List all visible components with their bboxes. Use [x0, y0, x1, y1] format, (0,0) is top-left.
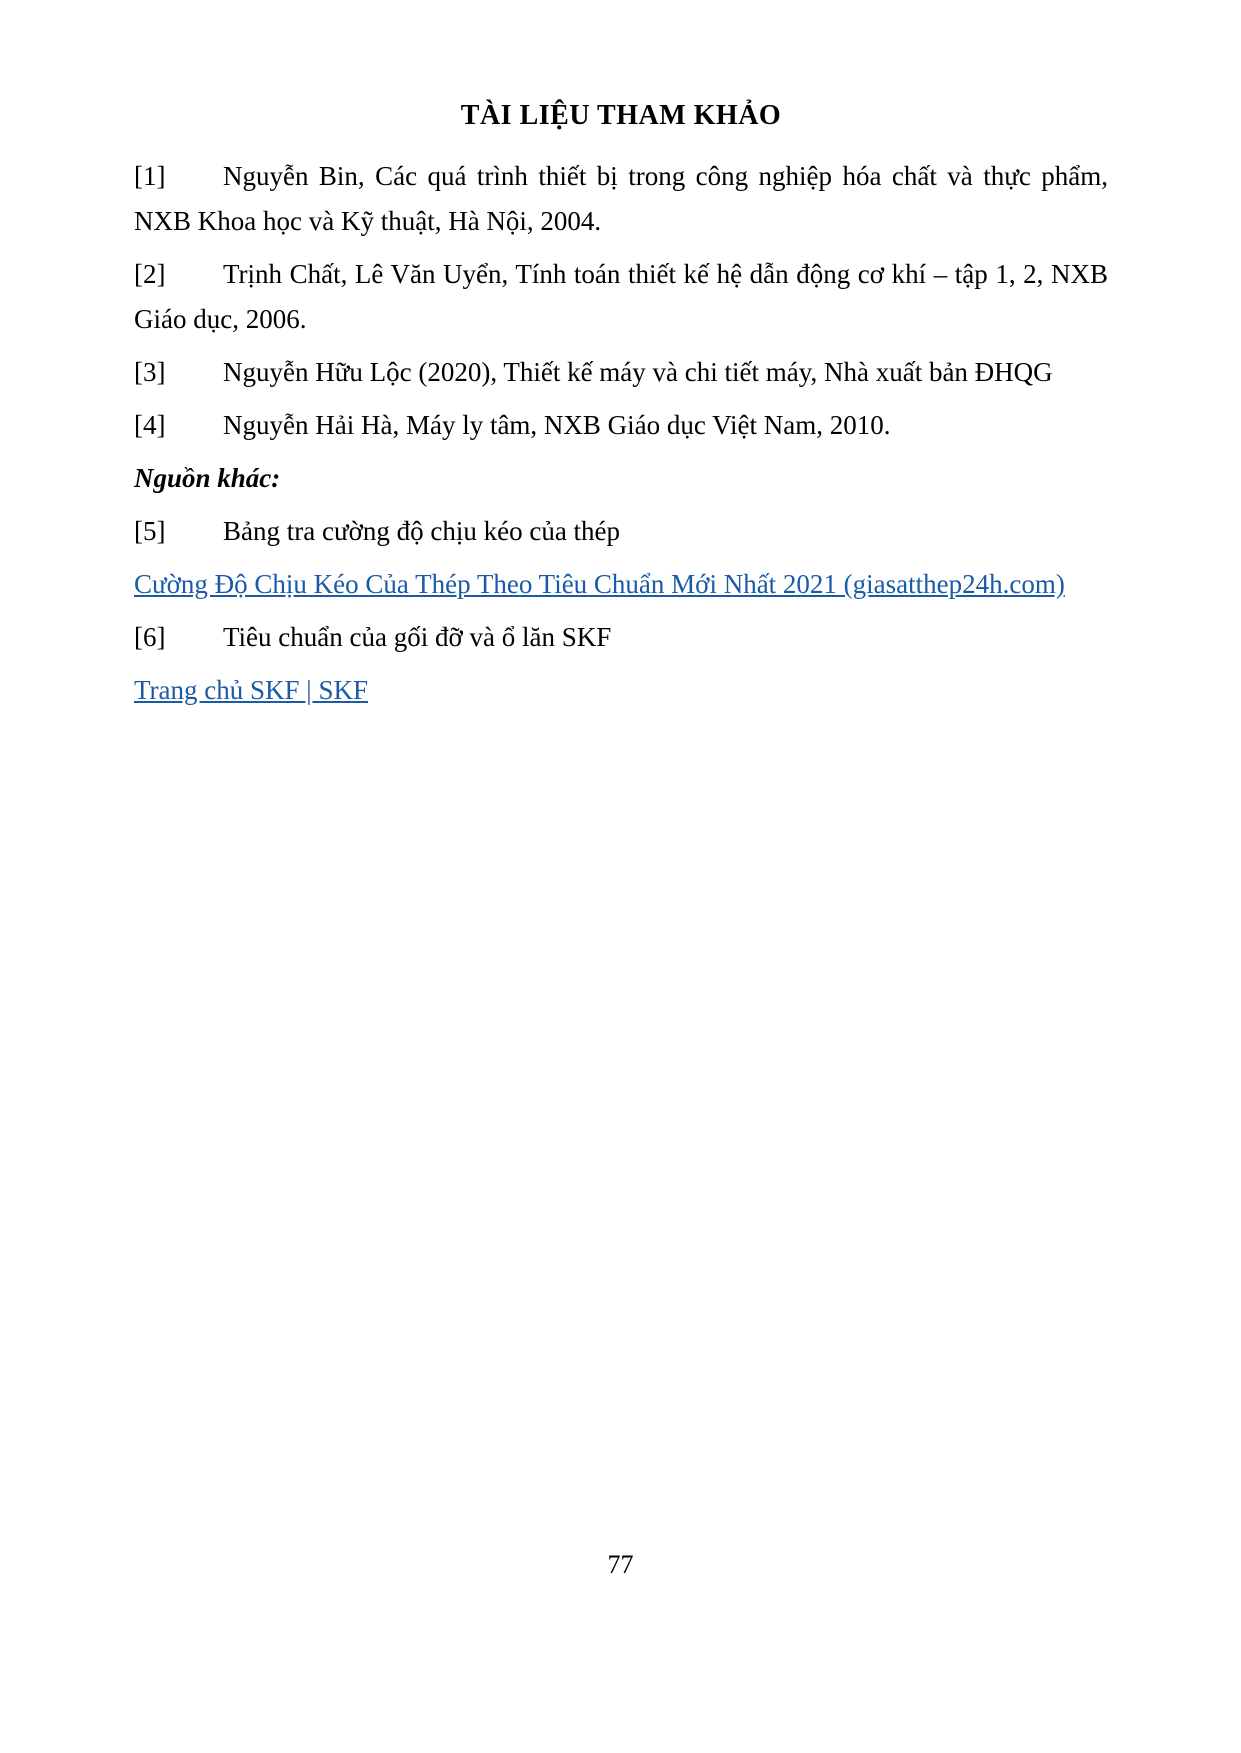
reference-item-4	[134, 403, 1108, 448]
page-content	[0, 0, 1241, 713]
reference-text: Nguyễn Hải Hà, Máy ly tâm, NXB Giáo dục Việt Nam, 2010.	[223, 410, 891, 440]
link-line-steel-strength	[134, 562, 1108, 607]
reference-number: [3]	[134, 357, 166, 387]
reference-text: Trịnh Chất, Lê Văn Uyển, Tính toán thiết kế hệ dẫn động cơ khí – tập 1, 2, NXB Giáo dục, 2006.	[134, 259, 1108, 334]
reference-number: [1]	[134, 161, 166, 191]
reference-item-6	[134, 615, 1108, 660]
reference-item-5	[134, 509, 1108, 554]
reference-text: Tiêu chuẩn của gối đỡ và ổ lăn SKF	[223, 622, 612, 652]
reference-number: [5]	[134, 516, 166, 546]
reference-number: [6]	[134, 622, 166, 652]
reference-item-3	[134, 350, 1108, 395]
page-number: 77	[607, 1550, 634, 1579]
other-sources-heading: Nguồn khác:	[134, 463, 281, 493]
reference-item-2	[134, 252, 1108, 342]
steel-tensile-strength-link[interactable]: Cường Độ Chịu Kéo Của Thép Theo Tiêu Chuẩn Mới Nhất 2021 (giasatthep24h.com)	[134, 569, 1065, 599]
reference-number: [2]	[134, 259, 166, 289]
reference-text: Nguyễn Hữu Lộc (2020), Thiết kế máy và chi tiết máy, Nhà xuất bản ĐHQG	[223, 357, 1053, 387]
reference-text: Nguyễn Bin, Các quá trình thiết bị trong công nghiệp hóa chất và thực phẩm, NXB Khoa học và Kỹ thuật, Hà Nội, 2004.	[134, 161, 1108, 236]
reference-item-1	[134, 154, 1108, 244]
skf-homepage-link[interactable]: Trang chủ SKF | SKF	[134, 675, 368, 705]
reference-text: Bảng tra cường độ chịu kéo của thép	[223, 516, 621, 546]
page-title: TÀI LIỆU THAM KHẢO	[460, 100, 782, 131]
link-line-skf-home	[134, 668, 1108, 713]
reference-number: [4]	[134, 410, 166, 440]
